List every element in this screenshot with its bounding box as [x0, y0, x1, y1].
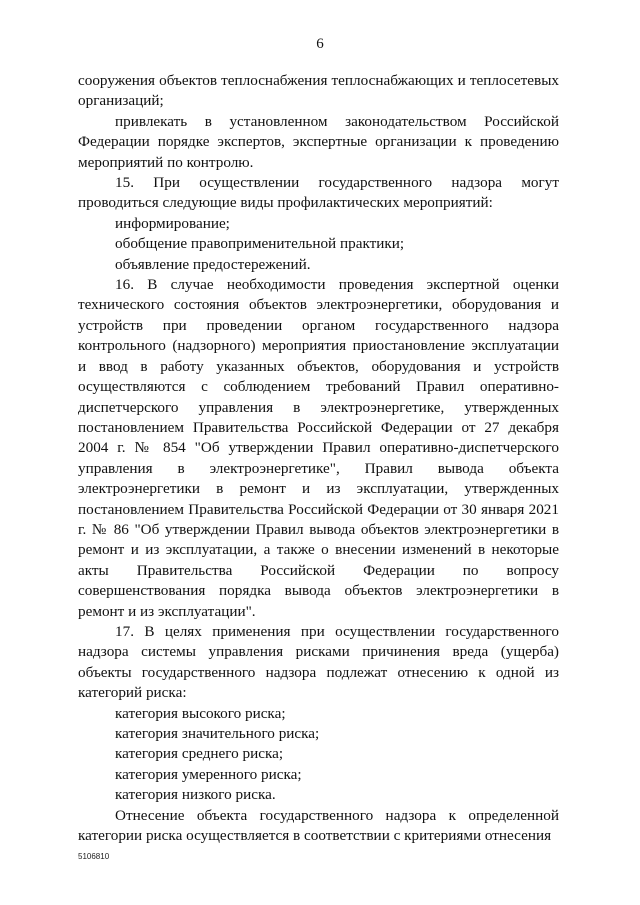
paragraph-continuation: сооружения объектов теплоснабжения теплоснабжающих и теплосетевых организаций; — [78, 72, 559, 110]
list-item: информирование; — [115, 214, 230, 232]
list-item: обобщение правоприменительной практики; — [115, 235, 405, 253]
page-number: 6 — [316, 36, 324, 52]
list-item: категория значительного риска; — [115, 725, 320, 742]
list-item: объявление предостережений. — [115, 255, 311, 273]
list-item: категория умеренного риска; — [115, 765, 302, 783]
paragraph-risk-assignment: Отнесение объекта государственного надзора к определенной категории риска осуществляется в соответствии с критериями отнесения — [78, 806, 559, 845]
document-code: 5106810 — [78, 852, 110, 861]
paragraph-clause-15: 15. При осуществлении государственного надзора могут проводиться следующие виды профилактических мероприятий: — [78, 174, 559, 212]
list-item: категория низкого риска. — [115, 786, 276, 804]
paragraph-clause-16: 16. В случае необходимости проведения экспертной оценки технического состояния объектов электроэнергетики, оборудования и устройств при проведении органом государственного надзора контрольного (надзорного) мероприятия приостановление эксплуатации и ввод в работу указанных объектов, оборудования и устройств осуществляются с соблюдением требований Правил оперативно-диспетчерского управления в электроэнергетике, утвержденных постановлением Правительства Российской Федерации от 27 декабря 2004 г. № 854 "Об утверждении Правил оперативно-диспетчерского управления в электроэнергетике", Правил вывода объекта электроэнергетики в ремонт и из эксплуатации, утвержденных постановлением Правительства Российской Федерации от 30 января 2021 г. № 86 "Об утверждении Правил вывода объектов электроэнергетики в ремонт и из эксплуатации, а также о внесении изменений в некоторые акты Правительства Российской Федерации по вопросу совершенствования порядка вывода объектов электроэнергетики в ремонт и из эксплуатации". — [78, 276, 559, 620]
list-item: категория среднего риска; — [115, 745, 284, 763]
paragraph-experts: привлекать в установленном законодательством Российской Федерации порядке экспертов, экспертные организации к проведению мероприятий по контролю. — [78, 112, 559, 171]
list-item: категория высокого риска; — [115, 704, 286, 722]
document-body — [78, 71, 559, 846]
paragraph-clause-17: 17. В целях применения при осуществлении государственного надзора системы управления рисками причинения вреда (ущерба) объекты государственного надзора подлежат отнесению к одной из категорий риска: — [78, 622, 559, 702]
